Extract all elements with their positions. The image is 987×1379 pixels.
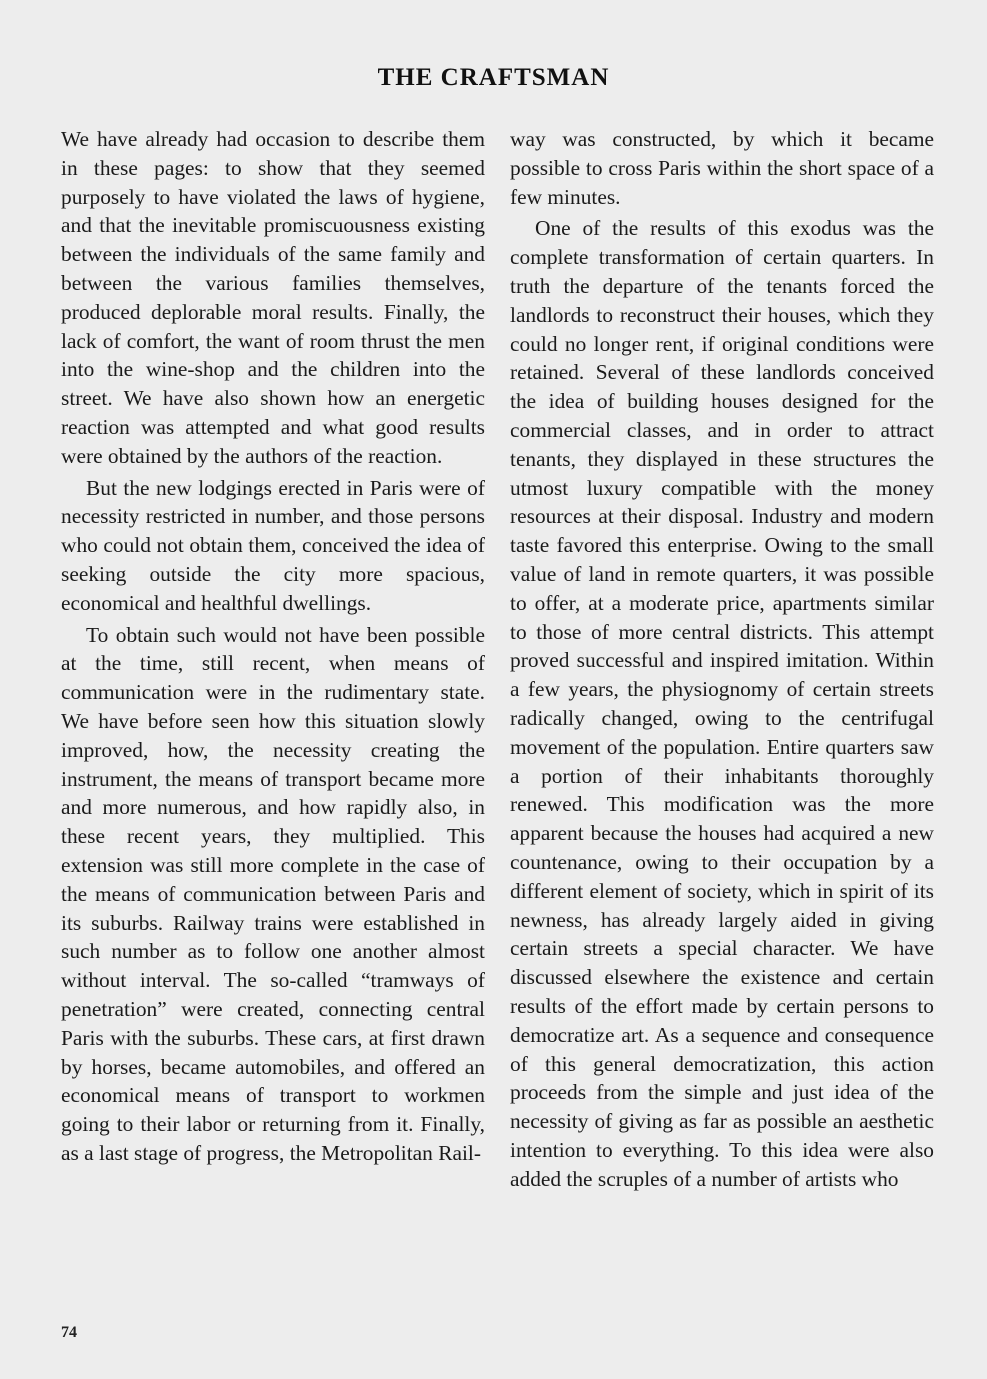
left-column [61, 125, 485, 1171]
body-paragraph: To obtain such would not have been possible at the time, still recent, when means of communication were in the rudimentary state. We have before seen how this situation slowly improved, how, the necessity creating the instrument, the means of transport became more and more numerous, and how rapidly also, in these recent years, they multiplied. This extension was still more complete in the case of the means of communication between Paris and its suburbs. Railway trains were established in such number as to follow one another almost without interval. The so-called “tramways of penetration” were created, connecting central Paris with the suburbs. These cars, at first drawn by horses, became automobiles, and offered an economical means of transport to workmen going to their labor or returning from it. Finally, as a last stage of progress, the Metropolitan Rail- [61, 622, 485, 1165]
body-paragraph: way was constructed, by which it became possible to cross Paris within the short space of a few minutes. [510, 127, 934, 209]
body-paragraph: But the new lodgings erected in Paris were of necessity restricted in number, and those persons who could not obtain them, conceived the idea of seeking outside the city more spacious, economical and healthful dwellings. [61, 475, 485, 615]
right-column [510, 125, 934, 1196]
page-header-title: THE CRAFTSMAN [377, 64, 610, 91]
body-paragraph: One of the results of this exodus was the complete transformation of certain quarters. In truth the departure of the tenants forced the landlords to reconstruct their houses, which they could no longer rent, if original conditions were retained. Several of these landlords conceived the idea of building houses designed for the commercial classes, and in order to attract tenants, they displayed in these structures the utmost luxury compatible with the money resources at their disposal. Industry and modern taste favored this enterprise. Owing to the small value of land in remote quarters, it was possible to offer, at a moderate price, apartments similar to those of more central districts. This attempt proved successful and inspired imitation. Within a few years, the physiognomy of certain streets radically changed, owing to the centrifugal movement of the population. Entire quarters saw a portion of their inhabitants thoroughly renewed. This modification was the more apparent because the houses had acquired a new countenance, owing to their occupation by a different element of society, which in spirit of its newness, has already largely aided in giving certain streets a special character. We have discussed elsewhere the existence and certain results of the effort made by certain persons to democratize art. As a sequence and consequence of this general democratization, this action proceeds from the simple and just idea of the necessity of giving as far as possible an aesthetic intention to everything. To this idea were also added the scruples of a number of artists who [510, 216, 934, 1191]
body-paragraph: We have already had occasion to describe them in these pages: to show that they seemed purposely to have violated the laws of hygiene, and that the inevitable promiscuousness existing between the individuals of the same family and between the various families themselves, produced deplorable moral results. Finally, the lack of comfort, the want of room thrust the men into the wine-shop and the children into the street. We have also shown how an energetic reaction was attempted and what good results were obtained by the authors of the reaction. [61, 127, 485, 468]
page-number: 74 [61, 1324, 77, 1341]
